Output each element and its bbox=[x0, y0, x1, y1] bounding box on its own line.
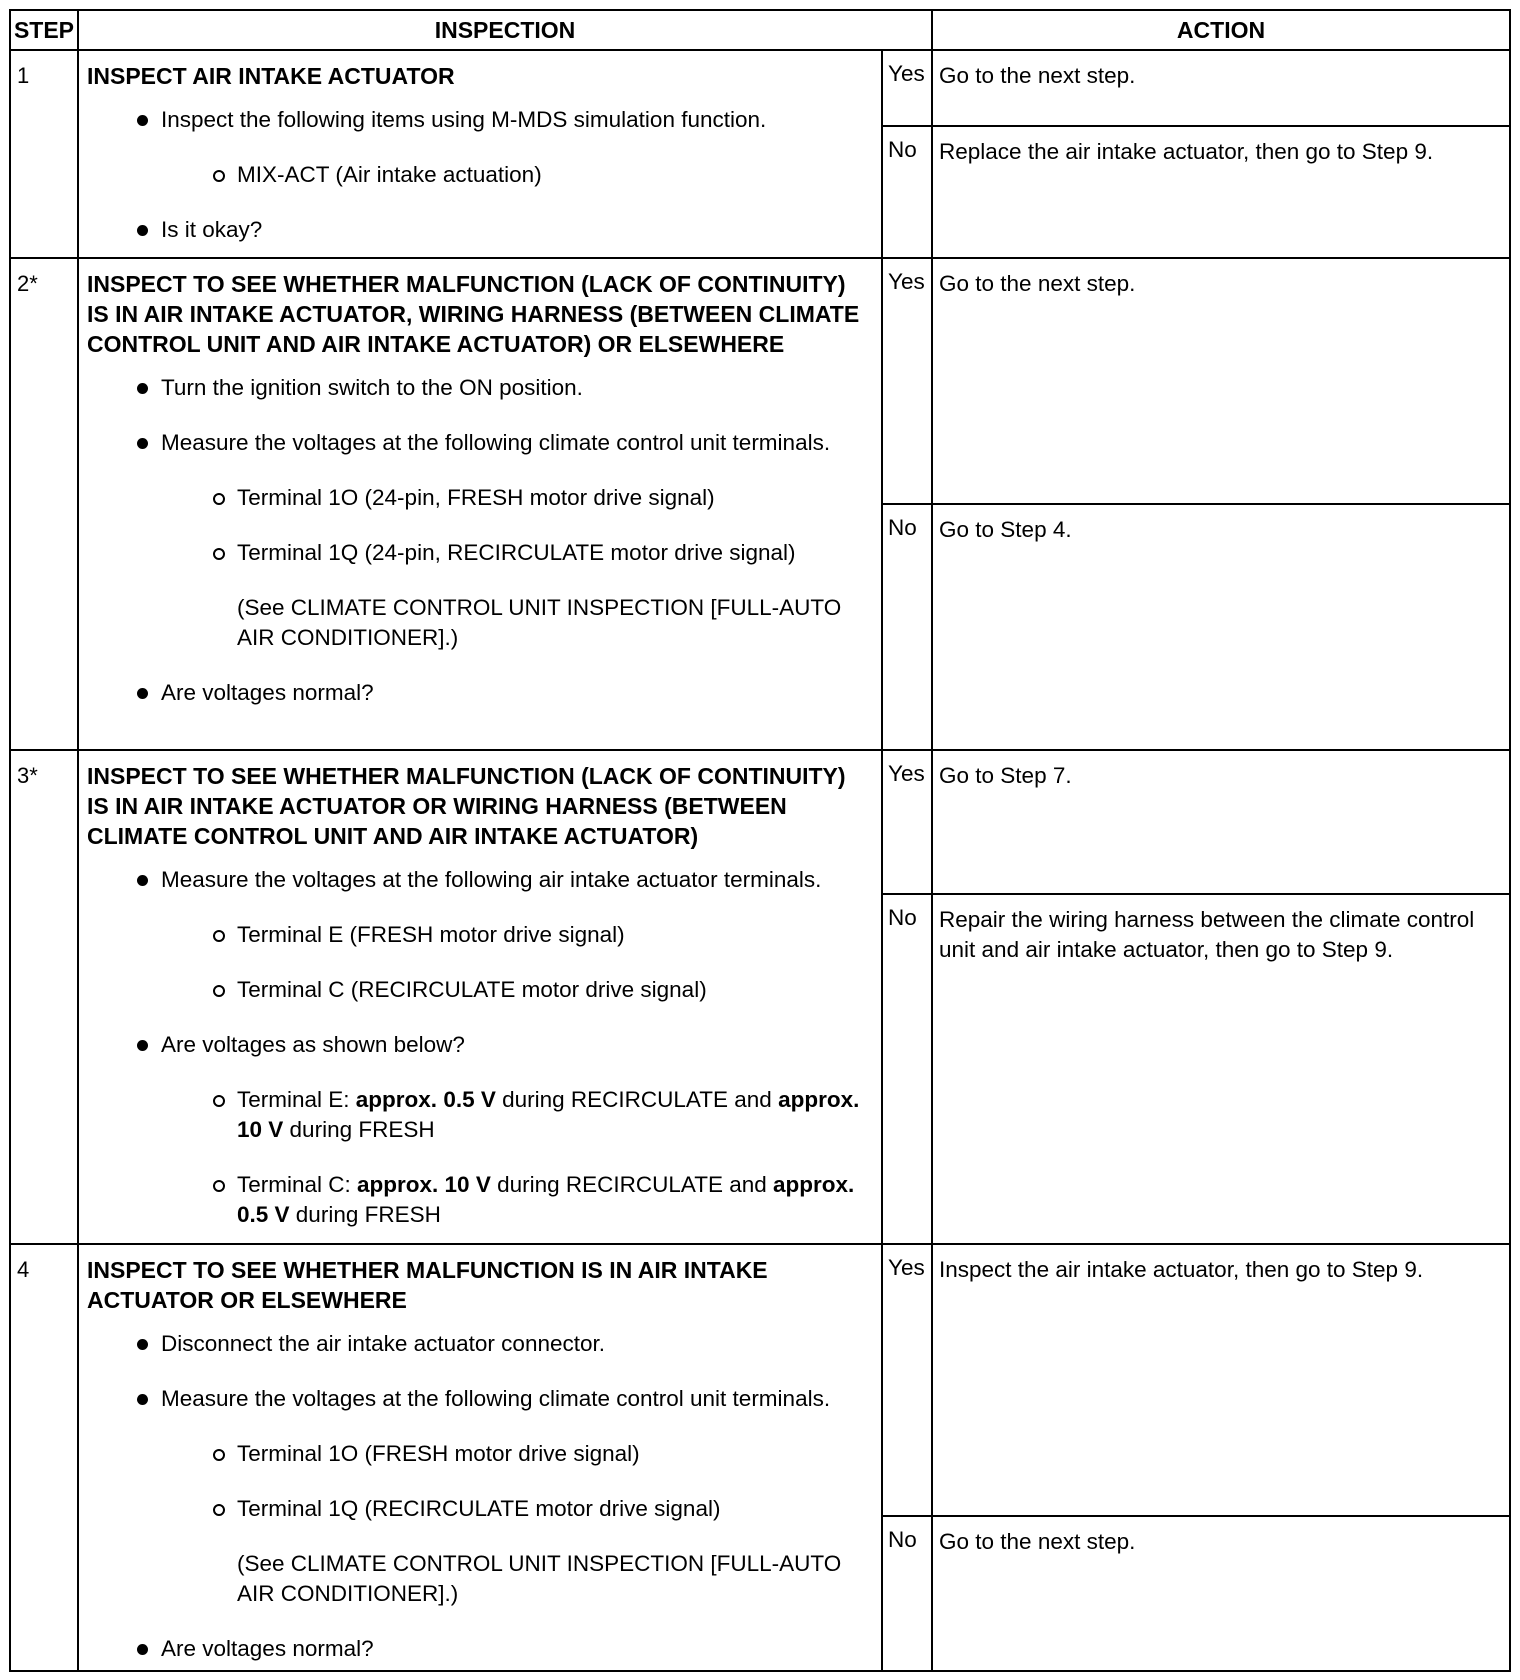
step-1-yes-row bbox=[10, 50, 1510, 126]
yes-label: Yes bbox=[882, 750, 932, 894]
sub-item: Terminal C (RECIRCULATE motor drive signal) bbox=[87, 975, 873, 1005]
bullet-item: Turn the ignition switch to the ON position. bbox=[87, 373, 873, 403]
spec-terminal-c: Terminal C: approx. 10 V during RECIRCULATE and approx. 0.5 V during FRESH bbox=[87, 1170, 873, 1230]
no-label: No bbox=[882, 894, 932, 1244]
header-inspection: INSPECTION bbox=[78, 10, 932, 50]
step-number: 3* bbox=[10, 750, 78, 1244]
no-action: Repair the wiring harness between the climate control unit and air intake actuator, then go to Step 9. bbox=[932, 894, 1510, 1244]
bullet-item: Measure the voltages at the following air intake actuator terminals. bbox=[87, 865, 873, 895]
bullet-item: Measure the voltages at the following climate control unit terminals. bbox=[87, 1384, 873, 1414]
no-label: No bbox=[882, 126, 932, 258]
no-action: Go to Step 4. bbox=[932, 504, 1510, 750]
sub-item: MIX-ACT (Air intake actuation) bbox=[87, 160, 873, 190]
step-title: INSPECT TO SEE WHETHER MALFUNCTION (LACK OF CONTINUITY) IS IN AIR INTAKE ACTUATOR, WIRING HARNESS (BETWEEN CLIMATE CONTROL UNIT AND AIR INTAKE ACTUATOR) OR ELSEWHERE bbox=[87, 271, 860, 357]
yes-action: Inspect the air intake actuator, then go to Step 9. bbox=[932, 1244, 1510, 1516]
reference-note: (See CLIMATE CONTROL UNIT INSPECTION [FULL-AUTO AIR CONDITIONER].) bbox=[237, 595, 842, 650]
bullet-item: Are voltages normal? bbox=[87, 1634, 873, 1664]
yes-action: Go to the next step. bbox=[932, 258, 1510, 504]
header-action: ACTION bbox=[932, 10, 1510, 50]
step-number: 1 bbox=[10, 50, 78, 258]
bullet-item: Are voltages as shown below? bbox=[87, 1030, 873, 1060]
yes-label: Yes bbox=[882, 1244, 932, 1516]
step-number: 4 bbox=[10, 1244, 78, 1671]
yes-label: Yes bbox=[882, 258, 932, 504]
step-number: 2* bbox=[10, 258, 78, 750]
sub-item: Terminal E (FRESH motor drive signal) bbox=[87, 920, 873, 950]
sub-item: Terminal 1O (FRESH motor drive signal) bbox=[87, 1439, 873, 1469]
no-action: Go to the next step. bbox=[932, 1516, 1510, 1671]
bullet-item: Is it okay? bbox=[87, 215, 873, 245]
bullet-item: Measure the voltages at the following climate control unit terminals. bbox=[87, 428, 873, 458]
bullet-item: Disconnect the air intake actuator connector. bbox=[87, 1329, 873, 1359]
step-4-inspection bbox=[78, 1244, 882, 1671]
bullet-item: Inspect the following items using M-MDS simulation function. bbox=[87, 105, 873, 135]
step-1-inspection bbox=[78, 50, 882, 258]
yes-action: Go to the next step. bbox=[932, 50, 1510, 126]
step-2-yes-row bbox=[10, 258, 1510, 504]
spec-terminal-e: Terminal E: approx. 0.5 V during RECIRCULATE and approx. 10 V during FRESH bbox=[87, 1085, 873, 1145]
step-title: INSPECT AIR INTAKE ACTUATOR bbox=[87, 63, 455, 89]
no-label: No bbox=[882, 1516, 932, 1671]
step-3-yes-row bbox=[10, 750, 1510, 894]
yes-action: Go to Step 7. bbox=[932, 750, 1510, 894]
no-action: Replace the air intake actuator, then go to Step 9. bbox=[932, 126, 1510, 258]
reference-note: (See CLIMATE CONTROL UNIT INSPECTION [FULL-AUTO AIR CONDITIONER].) bbox=[237, 1551, 842, 1606]
sub-item: Terminal 1Q (24-pin, RECIRCULATE motor drive signal) bbox=[87, 538, 873, 568]
step-title: INSPECT TO SEE WHETHER MALFUNCTION IS IN AIR INTAKE ACTUATOR OR ELSEWHERE bbox=[87, 1257, 768, 1313]
step-4-yes-row bbox=[10, 1244, 1510, 1516]
yes-label: Yes bbox=[882, 50, 932, 126]
step-2-inspection bbox=[78, 258, 882, 750]
bullet-item: Are voltages normal? bbox=[87, 678, 873, 708]
sub-item: Terminal 1O (24-pin, FRESH motor drive signal) bbox=[87, 483, 873, 513]
inspection-table bbox=[9, 9, 1511, 1672]
sub-item: Terminal 1Q (RECIRCULATE motor drive signal) bbox=[87, 1494, 873, 1524]
no-label: No bbox=[882, 504, 932, 750]
step-3-inspection bbox=[78, 750, 882, 1244]
header-row bbox=[10, 10, 1510, 50]
header-step: STEP bbox=[10, 10, 78, 50]
step-title: INSPECT TO SEE WHETHER MALFUNCTION (LACK OF CONTINUITY) IS IN AIR INTAKE ACTUATOR OR WIRING HARNESS (BETWEEN CLIMATE CONTROL UNIT AND AIR INTAKE ACTUATOR) bbox=[87, 763, 846, 849]
